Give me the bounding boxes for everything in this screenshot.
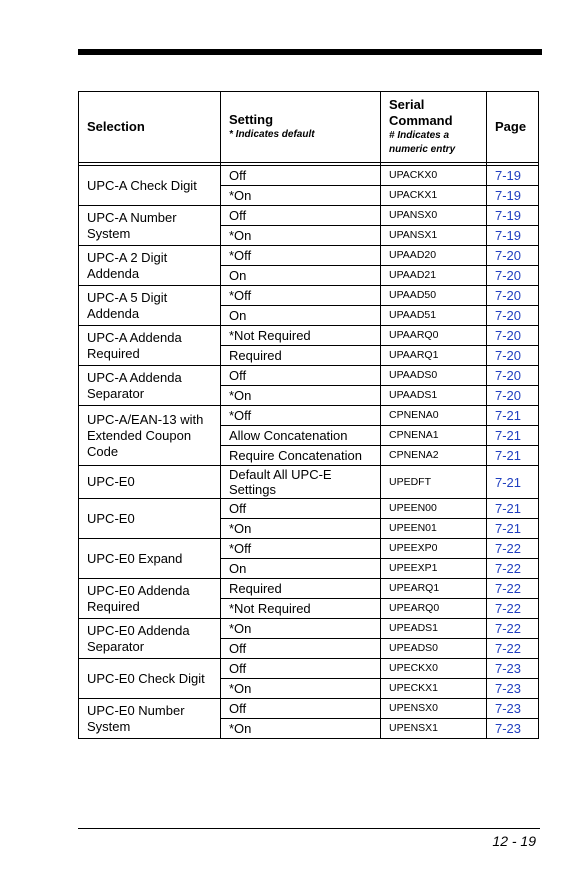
table-row [79, 579, 539, 599]
serial-command-cell: UPEDFT [381, 466, 487, 499]
page-link[interactable]: 7-20 [487, 346, 539, 366]
table-row [79, 366, 539, 386]
setting-cell: Require Concatenation [221, 446, 381, 466]
serial-command-cell: UPEARQ0 [381, 599, 487, 619]
page-link[interactable]: 7-21 [487, 406, 539, 426]
setting-cell: *On [221, 519, 381, 539]
serial-command-cell: UPECKX0 [381, 659, 487, 679]
page-link[interactable]: 7-22 [487, 559, 539, 579]
setting-cell: Off [221, 699, 381, 719]
serial-command-cell: UPANSX0 [381, 206, 487, 226]
setting-cell: *Off [221, 406, 381, 426]
page-link[interactable]: 7-20 [487, 326, 539, 346]
setting-cell: *Not Required [221, 326, 381, 346]
selection-cell: UPC-E0 Addenda Required [79, 579, 221, 619]
setting-cell: *Off [221, 539, 381, 559]
selection-cell: UPC-E0 Expand [79, 539, 221, 579]
page-link[interactable]: 7-20 [487, 246, 539, 266]
table-body [79, 163, 539, 739]
table-row [79, 499, 539, 519]
page-link[interactable]: 7-22 [487, 619, 539, 639]
selection-cell: UPC-A 2 Digit Addenda [79, 246, 221, 286]
bottom-rule [78, 828, 540, 829]
serial-command-cell: UPAADS1 [381, 386, 487, 406]
table-row [79, 206, 539, 226]
header-page: Page [487, 92, 539, 163]
table-row [79, 246, 539, 266]
page-link[interactable]: 7-23 [487, 699, 539, 719]
selection-cell: UPC-A/EAN-13 with Extended Coupon Code [79, 406, 221, 466]
selection-cell: UPC-E0 Number System [79, 699, 221, 739]
page-link[interactable]: 7-22 [487, 539, 539, 559]
page-link[interactable]: 7-19 [487, 186, 539, 206]
table-row [79, 659, 539, 679]
selection-cell: UPC-E0 Check Digit [79, 659, 221, 699]
setting-cell: *Off [221, 286, 381, 306]
setting-cell: Off [221, 639, 381, 659]
serial-command-cell: UPACKX0 [381, 166, 487, 186]
page-link[interactable]: 7-21 [487, 519, 539, 539]
serial-command-cell: UPAAD51 [381, 306, 487, 326]
table-row [79, 406, 539, 426]
serial-command-cell: UPEEN01 [381, 519, 487, 539]
page-link[interactable]: 7-22 [487, 639, 539, 659]
setting-cell: Off [221, 499, 381, 519]
serial-command-cell: UPENSX0 [381, 699, 487, 719]
serial-command-table [78, 91, 539, 739]
selection-cell: UPC-E0 [79, 466, 221, 499]
setting-cell: Off [221, 366, 381, 386]
setting-cell: *Not Required [221, 599, 381, 619]
setting-cell: On [221, 266, 381, 286]
selection-cell: UPC-A 5 Digit Addenda [79, 286, 221, 326]
selection-cell: UPC-E0 [79, 499, 221, 539]
setting-cell: Required [221, 579, 381, 599]
page-link[interactable]: 7-19 [487, 166, 539, 186]
page-link[interactable]: 7-21 [487, 446, 539, 466]
page-link[interactable]: 7-20 [487, 366, 539, 386]
serial-command-cell: UPECKX1 [381, 679, 487, 699]
page-link[interactable]: 7-21 [487, 499, 539, 519]
selection-cell: UPC-A Check Digit [79, 166, 221, 206]
page-link[interactable]: 7-22 [487, 579, 539, 599]
table-row [79, 286, 539, 306]
header-command-note-1: # Indicates a [389, 130, 450, 141]
setting-cell: *On [221, 679, 381, 699]
page-link[interactable]: 7-23 [487, 719, 539, 739]
table-row [79, 539, 539, 559]
table-row [79, 166, 539, 186]
serial-command-cell: UPAARQ1 [381, 346, 487, 366]
selection-cell: UPC-A Addenda Required [79, 326, 221, 366]
page-link[interactable]: 7-19 [487, 206, 539, 226]
setting-cell: Default All UPC-E Settings [221, 466, 381, 499]
setting-cell: Off [221, 659, 381, 679]
header-command-note-2: numeric entry [389, 144, 456, 155]
setting-cell: On [221, 306, 381, 326]
serial-command-cell: UPAAD50 [381, 286, 487, 306]
table-row [79, 326, 539, 346]
header-setting: Setting * Indicates default [221, 92, 381, 163]
setting-cell: *On [221, 719, 381, 739]
page-link[interactable]: 7-20 [487, 386, 539, 406]
setting-cell: *On [221, 619, 381, 639]
serial-command-cell: UPAAD20 [381, 246, 487, 266]
page-link[interactable]: 7-21 [487, 426, 539, 446]
setting-cell: Required [221, 346, 381, 366]
setting-cell: Allow Concatenation [221, 426, 381, 446]
page-number: 12 - 19 [492, 833, 536, 849]
serial-command-cell: CPNENA0 [381, 406, 487, 426]
serial-command-cell: UPAADS0 [381, 366, 487, 386]
header-serial-command: Serial Command # Indicates a numeric entry [381, 92, 487, 163]
serial-command-cell: UPEEXP0 [381, 539, 487, 559]
page-link[interactable]: 7-20 [487, 306, 539, 326]
serial-command-cell: UPENSX1 [381, 719, 487, 739]
serial-command-cell: UPEEXP1 [381, 559, 487, 579]
setting-cell: Off [221, 206, 381, 226]
serial-command-cell: UPEARQ1 [381, 579, 487, 599]
setting-cell: *On [221, 386, 381, 406]
setting-cell: *Off [221, 246, 381, 266]
table-row [79, 466, 539, 499]
header-selection: Selection [79, 92, 221, 163]
page-link[interactable]: 7-23 [487, 679, 539, 699]
table-row [79, 699, 539, 719]
selection-cell: UPC-A Addenda Separator [79, 366, 221, 406]
setting-cell: *On [221, 226, 381, 246]
page-link[interactable]: 7-20 [487, 286, 539, 306]
serial-command-cell: UPANSX1 [381, 226, 487, 246]
selection-cell: UPC-E0 Addenda Separator [79, 619, 221, 659]
serial-command-cell: UPEADS0 [381, 639, 487, 659]
page-link[interactable]: 7-22 [487, 599, 539, 619]
header-setting-note: * Indicates default [229, 129, 315, 140]
serial-command-cell: CPNENA1 [381, 426, 487, 446]
selection-cell: UPC-A Number System [79, 206, 221, 246]
setting-cell: *On [221, 186, 381, 206]
page-link[interactable]: 7-20 [487, 266, 539, 286]
page-link[interactable]: 7-23 [487, 659, 539, 679]
top-rule [78, 49, 542, 55]
serial-command-cell: UPAAD21 [381, 266, 487, 286]
setting-cell: Off [221, 166, 381, 186]
serial-command-cell: UPAARQ0 [381, 326, 487, 346]
table-row [79, 619, 539, 639]
serial-command-cell: CPNENA2 [381, 446, 487, 466]
serial-command-cell: UPEADS1 [381, 619, 487, 639]
setting-cell: On [221, 559, 381, 579]
table-header-row [79, 92, 539, 163]
serial-command-cell: UPACKX1 [381, 186, 487, 206]
page-link[interactable]: 7-21 [487, 466, 539, 499]
page-link[interactable]: 7-19 [487, 226, 539, 246]
serial-command-cell: UPEEN00 [381, 499, 487, 519]
